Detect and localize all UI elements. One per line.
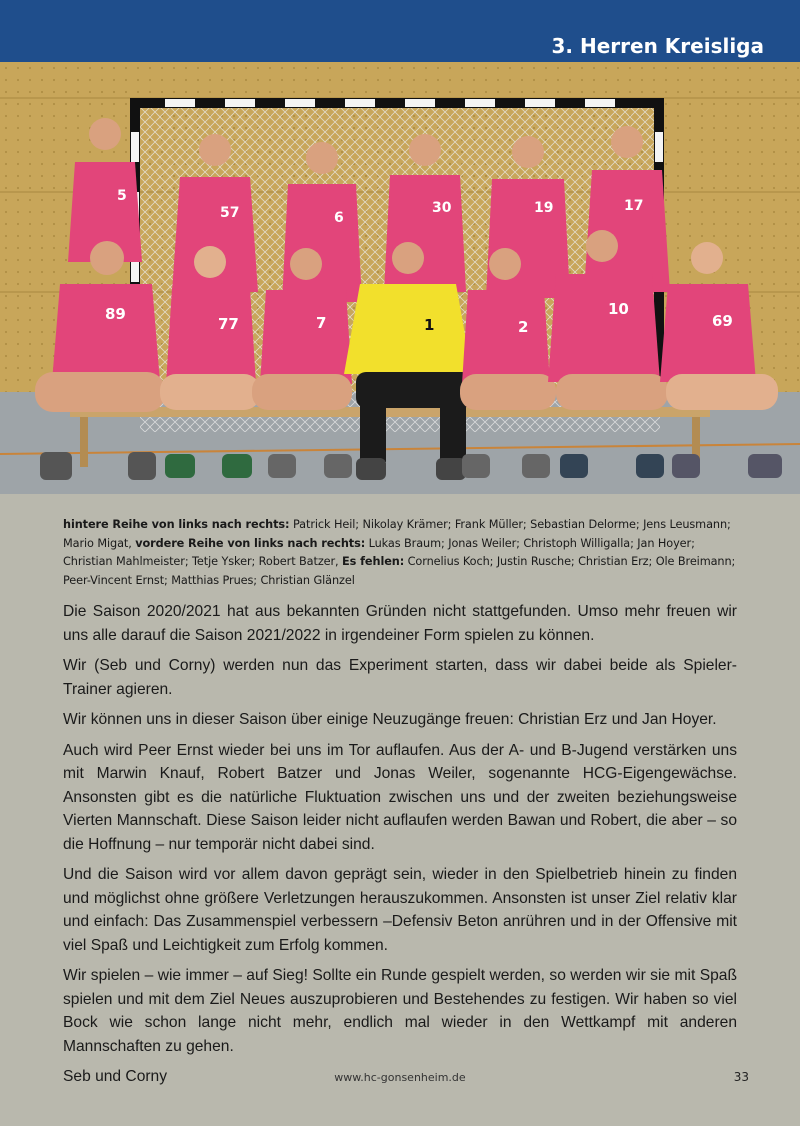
page-number: 33	[733, 1070, 749, 1084]
svg-text:6: 6	[334, 210, 344, 226]
svg-text:19: 19	[534, 200, 554, 216]
caption-front-row-label: vordere Reihe von links nach rechts:	[135, 536, 366, 550]
svg-text:30: 30	[432, 200, 452, 216]
svg-text:89: 89	[105, 305, 126, 323]
paragraph: Und die Saison wird vor allem davon geprägt sein, wieder in den Spielbetrieb hinein zu finden und möglichst ohne größere Verletzungen herauszukommen. Ansonsten ist unser Ziel relativ klar und einfach: Das Zusammenspiel verbessern –Defensiv Beton anrühren und in der Offensive mit viel Spaß und Leichtigkeit zum Erfolg kommen.	[63, 866, 737, 954]
paragraph: Wir (Seb und Corny) werden nun das Experiment starten, dass wir dabei beide als Spieler-Trainer agieren.	[63, 657, 737, 698]
svg-text:57: 57	[220, 205, 240, 221]
svg-text:69: 69	[712, 312, 733, 330]
svg-text:1: 1	[424, 316, 435, 334]
svg-text:5: 5	[117, 188, 127, 204]
caption-back-row-names: Patrick Heil; Nikolay Krämer; Frank Müller; Sebastian Delorme; Jens Leusmann; Mario Migat,	[63, 518, 731, 550]
paragraph: Wir spielen – wie immer – auf Sieg! Sollte ein Runde gespielt werden, so werden wir sie mit Spaß spielen und mit dem Ziel Neues auszuprobieren und Bestehendes zu festigen. Wir haben so viel Bock wie schon lange nicht mehr, endlich mal wieder in den Wettkampf mit anderen Mannschaften zu gehen.	[63, 967, 737, 1055]
caption-missing-label: Es fehlen:	[342, 555, 405, 569]
photo-caption	[63, 516, 743, 590]
caption-missing-names: Cornelius Koch; Justin Rusche; Christian Erz; Ole Breimann; Peer-Vincent Ernst; Matthias Prues; Christian Glänzel	[63, 555, 736, 587]
signature: Seb und Corny	[63, 1068, 168, 1085]
caption-back-row-label: hintere Reihe von links nach rechts:	[63, 518, 290, 531]
paragraph: Wir können uns in dieser Saison über einige Neuzugänge freuen: Christian Erz und Jan Hoyer.	[63, 711, 717, 728]
paragraph: Die Saison 2020/2021 hat aus bekannten Gründen nicht stattgefunden. Umso mehr freuen wir uns alle darauf die Saison 2021/2022 in irgendeiner Form spielen zu können.	[63, 603, 737, 644]
paragraph: Auch wird Peer Ernst wieder bei uns im Tor auflaufen. Aus der A- und B-Jugend verstärken uns mit Marwin Knauf, Robert Batzer und Jonas Weiler, sogenannte HCG-Eigengewächse. Ansonsten gibt es die natürliche Fluktuation zwischen uns und der zweiten beziehungsweise Vierten Mannschaft. Diese Saison leider nicht auflaufen werden Bawan und Robert, die aber – so die Hoffnung – nur temporär nicht dabei sind.	[63, 741, 737, 853]
team-photo	[0, 62, 800, 494]
svg-text:7: 7	[316, 314, 327, 332]
footer-url: www.hc-gonsenheim.de	[334, 1071, 466, 1084]
team-photo-illustration	[0, 62, 800, 494]
svg-text:17: 17	[624, 198, 644, 214]
page-header-bar	[0, 0, 800, 62]
svg-text:2: 2	[518, 318, 529, 336]
caption-front-row-names: Lukas Braum; Jonas Weiler; Christoph Willigalla; Jan Hoyer; Christian Mahlmeister; Tetje Ysker; Robert Batzer,	[63, 536, 695, 569]
article-body	[63, 600, 737, 1089]
svg-text:10: 10	[608, 300, 629, 318]
page-title: 3. Herren Kreisliga	[551, 34, 764, 58]
svg-text:77: 77	[218, 315, 239, 333]
